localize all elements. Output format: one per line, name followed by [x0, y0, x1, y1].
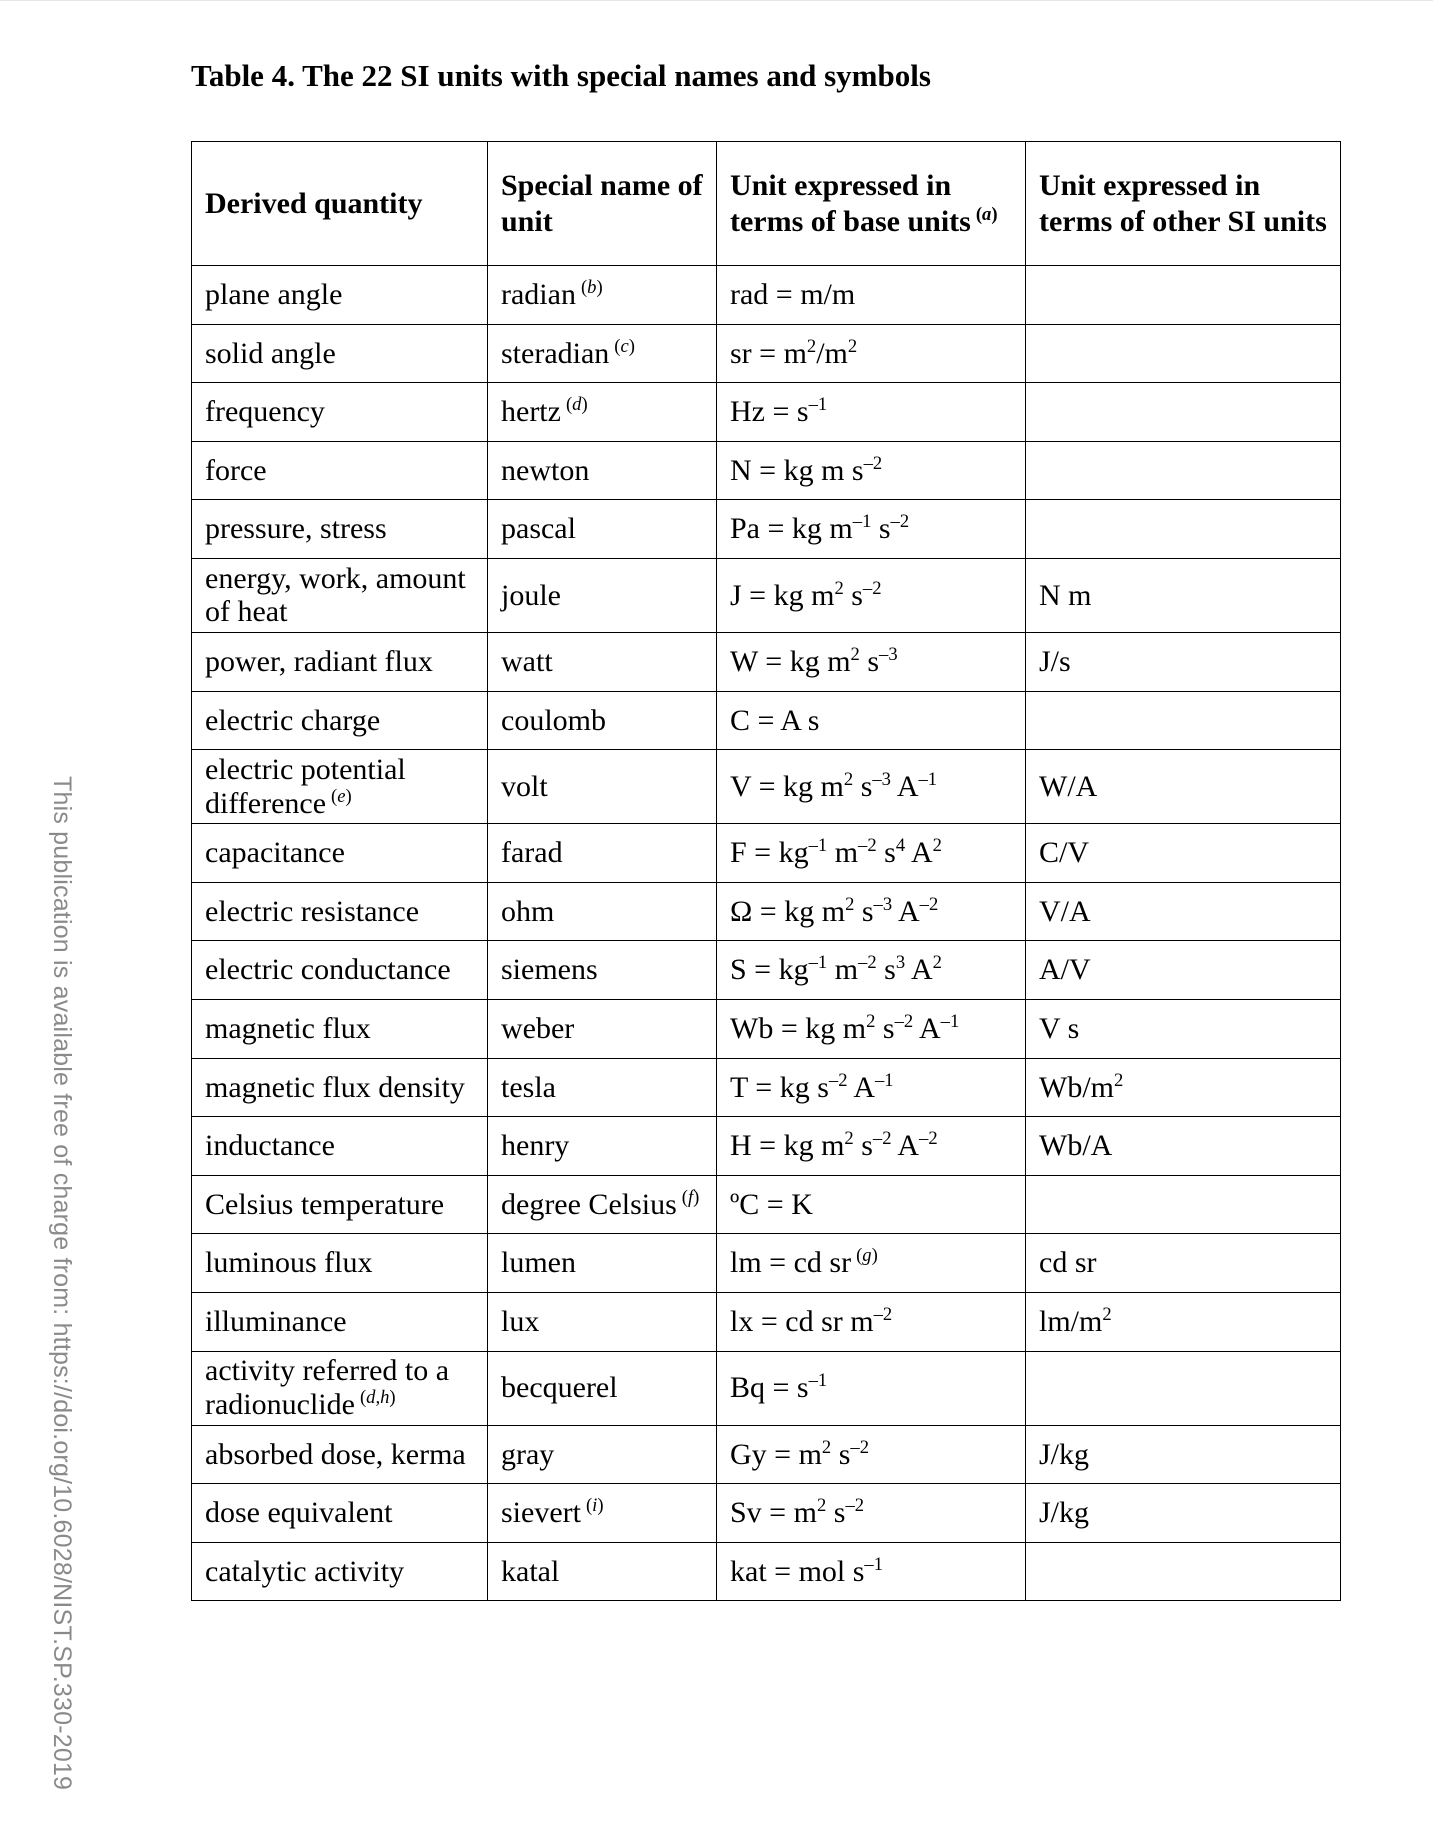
cell-other-si-units — [1026, 1542, 1341, 1601]
unit-name-text: joule — [501, 578, 561, 612]
cell-special-name — [488, 941, 717, 1000]
cell-derived-quantity — [192, 750, 488, 824]
exponent: –2 — [919, 893, 939, 915]
unit-expression-text: Hz = s — [730, 395, 809, 429]
table-row — [192, 1292, 1341, 1351]
unit-expression-text: W = kg m — [730, 644, 851, 678]
cell-derived-quantity — [192, 1351, 488, 1425]
unit-expression-text: s — [853, 1129, 873, 1163]
cell-other-si-units — [1026, 1234, 1341, 1293]
table-row — [192, 750, 1341, 824]
footnote-marker: ( $^d$ ) — [566, 394, 588, 415]
quantity-text: luminous flux — [205, 1246, 373, 1280]
table-row — [192, 500, 1341, 559]
quantity-text: electric charge — [205, 703, 381, 737]
exponent: –1 — [808, 1370, 828, 1392]
unit-name-text: coulomb — [501, 703, 606, 737]
unit-expression-text: C = A s — [730, 703, 820, 737]
cell-special-name — [488, 1117, 717, 1176]
unit-expression-text: s — [876, 953, 896, 987]
exponent: –2 — [873, 1303, 893, 1325]
unit-expression-text: F = kg — [730, 836, 809, 870]
cell-derived-quantity — [192, 1542, 488, 1601]
unit-expression-text: V = kg m — [730, 769, 844, 803]
unit-expression-text: A — [892, 894, 920, 928]
exponent: –1 — [808, 394, 828, 416]
cell-other-si-units — [1026, 383, 1341, 442]
other-units-text: C/V — [1039, 836, 1090, 870]
cell-special-name — [488, 632, 717, 691]
unit-name-text: farad — [501, 836, 563, 870]
cell-derived-quantity — [192, 1058, 488, 1117]
quantity-text: dose equivalent — [205, 1496, 393, 1530]
cell-other-si-units — [1026, 999, 1341, 1058]
table-row — [192, 1484, 1341, 1543]
cell-derived-quantity — [192, 999, 488, 1058]
table-header-row — [192, 142, 1341, 266]
cell-base-units — [717, 441, 1026, 500]
other-units-text: J/s — [1039, 644, 1071, 678]
cell-other-si-units — [1026, 324, 1341, 383]
unit-name-text: becquerel — [501, 1371, 618, 1405]
cell-base-units — [717, 999, 1026, 1058]
exponent: 2 — [806, 335, 817, 357]
exponent: 2 — [834, 577, 844, 599]
footnote-marker: ( $^i$ ) — [586, 1495, 604, 1516]
quantity-text: force — [205, 453, 267, 487]
cell-base-units — [717, 1351, 1026, 1425]
cell-base-units — [717, 558, 1026, 632]
quantity-text: electric conductance — [205, 953, 451, 987]
cell-derived-quantity — [192, 691, 488, 750]
unit-name-text: lux — [501, 1304, 540, 1338]
unit-expression-text: J = kg m — [730, 578, 835, 612]
exponent: –1 — [852, 511, 872, 533]
unit-expression-text: A — [847, 1070, 875, 1104]
header-footnote-marker: ( $^a$ ) — [976, 204, 998, 225]
footnote-marker: ( $^c$ ) — [614, 336, 635, 357]
cell-base-units — [717, 1425, 1026, 1484]
header-other-si-units: Unit expressed in terms of other SI units — [1026, 142, 1341, 266]
cell-other-si-units — [1026, 1484, 1341, 1543]
unit-name-text: katal — [501, 1554, 560, 1588]
unit-name-text: hertz — [501, 395, 561, 429]
cell-base-units — [717, 941, 1026, 1000]
cell-derived-quantity — [192, 1234, 488, 1293]
cell-derived-quantity — [192, 441, 488, 500]
cell-special-name — [488, 1292, 717, 1351]
other-units-text: Wb/m — [1039, 1070, 1114, 1104]
cell-special-name — [488, 558, 717, 632]
cell-derived-quantity — [192, 1117, 488, 1176]
unit-expression-text: s — [859, 644, 880, 678]
quantity-text: power, radiant flux — [205, 644, 433, 678]
unit-expression-text: Ω = kg m — [730, 894, 846, 928]
cell-base-units — [717, 1542, 1026, 1601]
cell-derived-quantity — [192, 558, 488, 632]
quantity-text: catalytic activity — [205, 1554, 405, 1588]
unit-expression-text: s — [854, 894, 874, 928]
cell-base-units — [717, 1292, 1026, 1351]
cell-derived-quantity — [192, 632, 488, 691]
cell-other-si-units — [1026, 691, 1341, 750]
quantity-text: absorbed dose, kerma — [205, 1437, 466, 1471]
cell-special-name — [488, 500, 717, 559]
unit-expression-text: Pa = kg m — [730, 512, 853, 546]
cell-special-name — [488, 1484, 717, 1543]
unit-name-text: volt — [501, 769, 548, 803]
table-body — [192, 266, 1341, 1601]
unit-name-text: sievert — [501, 1496, 581, 1530]
cell-other-si-units — [1026, 750, 1341, 824]
cell-other-si-units — [1026, 1292, 1341, 1351]
si-units-table — [191, 141, 1341, 1601]
unit-name-text: radian — [501, 278, 576, 311]
table-row — [192, 1425, 1341, 1484]
unit-name-text: siemens — [501, 953, 598, 987]
cell-special-name — [488, 1175, 717, 1234]
cell-other-si-units — [1026, 1425, 1341, 1484]
exponent: –2 — [828, 1069, 848, 1091]
unit-name-text: pascal — [501, 512, 576, 546]
other-units-text: J/kg — [1039, 1496, 1090, 1530]
exponent: –1 — [875, 1069, 894, 1091]
cell-special-name — [488, 1351, 717, 1425]
other-units-text: W/A — [1039, 769, 1098, 803]
exponent: 2 — [844, 1128, 854, 1150]
other-units-text: V/A — [1039, 894, 1091, 928]
unit-expression-text: Wb = kg m — [730, 1011, 867, 1045]
unit-expression-text: s — [875, 1011, 895, 1045]
other-units-text: A/V — [1039, 953, 1091, 987]
unit-expression-text: A — [891, 1129, 920, 1163]
quantity-text: electric potential difference — [205, 753, 406, 820]
quantity-text: plane angle — [205, 278, 343, 311]
cell-special-name — [488, 999, 717, 1058]
cell-special-name — [488, 882, 717, 941]
cell-base-units — [717, 691, 1026, 750]
cell-other-si-units — [1026, 1351, 1341, 1425]
cell-derived-quantity — [192, 500, 488, 559]
cell-special-name — [488, 1058, 717, 1117]
unit-expression-text: Bq = s — [730, 1371, 809, 1405]
cell-special-name — [488, 1425, 717, 1484]
cell-base-units — [717, 324, 1026, 383]
exponent: –1 — [808, 952, 828, 974]
unit-expression-text: lx = cd sr m — [730, 1304, 874, 1338]
other-units-text: N m — [1039, 578, 1092, 612]
availability-note: This publication is available free of charge from: https://doi.org/10.6028/NIST.SP.330-2019 — [48, 776, 76, 1791]
quantity-text: solid angle — [205, 336, 336, 370]
unit-name-text: ohm — [501, 894, 555, 928]
cell-special-name — [488, 441, 717, 500]
footnote-marker: ( $^e$ ) — [331, 786, 352, 807]
unit-expression-text: s — [853, 769, 873, 803]
table-row — [192, 441, 1341, 500]
cell-derived-quantity — [192, 824, 488, 883]
table-row — [192, 1058, 1341, 1117]
table-row — [192, 941, 1341, 1000]
cell-base-units — [717, 266, 1026, 325]
unit-name-text: henry — [501, 1129, 570, 1163]
unit-expression-text: ºC = K — [730, 1187, 813, 1221]
cell-base-units — [717, 500, 1026, 559]
unit-expression-text: A — [890, 769, 919, 803]
cell-base-units — [717, 1234, 1026, 1293]
cell-base-units — [717, 882, 1026, 941]
exponent: 2 — [1114, 1069, 1124, 1091]
other-units-text: lm/m — [1039, 1304, 1103, 1338]
cell-other-si-units — [1026, 632, 1341, 691]
unit-expression-text: s — [871, 512, 891, 546]
table-row — [192, 266, 1341, 325]
quantity-text: magnetic flux density — [205, 1070, 465, 1104]
unit-name-text: gray — [501, 1437, 555, 1471]
exponent: 2 — [821, 1436, 832, 1458]
table-row — [192, 1542, 1341, 1601]
header-derived-quantity: Derived quantity — [192, 142, 488, 266]
exponent: 2 — [866, 1010, 876, 1032]
cell-derived-quantity — [192, 1484, 488, 1543]
table-row — [192, 1175, 1341, 1234]
cell-base-units — [717, 1175, 1026, 1234]
table-title: Table 4. The 22 SI units with special names and symbols — [191, 58, 931, 93]
unit-name-text: watt — [501, 644, 553, 678]
table-row — [192, 999, 1341, 1058]
exponent: 2 — [850, 643, 860, 665]
unit-expression-text: N = kg m s — [730, 453, 864, 487]
table-row — [192, 824, 1341, 883]
cell-special-name — [488, 1542, 717, 1601]
table-row — [192, 632, 1341, 691]
exponent: –2 — [919, 1128, 938, 1150]
cell-derived-quantity — [192, 882, 488, 941]
exponent: –3 — [879, 643, 898, 665]
exponent: 3 — [895, 952, 906, 974]
exponent: 2 — [843, 768, 854, 790]
exponent: 2 — [847, 335, 858, 357]
quantity-text: inductance — [205, 1129, 335, 1163]
unit-expression-text: s — [843, 578, 863, 612]
unit-expression-text: S = kg — [730, 953, 809, 987]
exponent: 2 — [845, 893, 855, 915]
exponent: 4 — [895, 835, 906, 857]
exponent: –2 — [872, 1128, 892, 1150]
exponent: –3 — [873, 893, 893, 915]
table-row — [192, 691, 1341, 750]
unit-expression-text: /m — [816, 336, 848, 370]
exponent: 2 — [932, 952, 942, 974]
cell-special-name — [488, 324, 717, 383]
cell-other-si-units — [1026, 441, 1341, 500]
unit-expression-text: rad = m/m — [730, 278, 856, 311]
other-units-text: V s — [1039, 1011, 1080, 1045]
exponent: –2 — [850, 1436, 869, 1458]
exponent: 2 — [1102, 1303, 1112, 1325]
exponent: –2 — [890, 511, 910, 533]
quantity-text: frequency — [205, 395, 325, 429]
unit-expression-text: s — [826, 1496, 846, 1530]
header-base-units: Unit expressed in terms of base units( $^a$ ) — [717, 142, 1026, 266]
unit-expression-text: A — [905, 836, 933, 870]
cell-base-units — [717, 632, 1026, 691]
unit-expression-text: lm = cd sr — [730, 1246, 852, 1280]
cell-derived-quantity — [192, 324, 488, 383]
quantity-text: Celsius temperature — [205, 1187, 445, 1221]
quantity-text: capacitance — [205, 836, 345, 870]
cell-derived-quantity — [192, 1175, 488, 1234]
cell-special-name — [488, 383, 717, 442]
exponent: –1 — [918, 768, 938, 790]
unit-name-text: degree Celsius — [501, 1187, 677, 1221]
unit-expression-text: m — [827, 953, 859, 987]
exponent: –2 — [862, 577, 882, 599]
exponent: –2 — [858, 835, 877, 857]
unit-expression-text: m — [827, 836, 859, 870]
cell-other-si-units — [1026, 1058, 1341, 1117]
cell-base-units — [717, 383, 1026, 442]
quantity-text: electric resistance — [205, 894, 420, 928]
table-row — [192, 1234, 1341, 1293]
other-units-text: Wb/A — [1039, 1129, 1113, 1163]
unit-name-text: newton — [501, 453, 590, 487]
table-row — [192, 1117, 1341, 1176]
footnote-marker: ( $^f$ ) — [682, 1187, 700, 1208]
exponent: –1 — [864, 1553, 884, 1575]
cell-other-si-units — [1026, 266, 1341, 325]
header-special-name: Special name of unit — [488, 142, 717, 266]
other-units-text: J/kg — [1039, 1437, 1090, 1471]
table-row — [192, 1351, 1341, 1425]
table-row — [192, 882, 1341, 941]
unit-name-text: lumen — [501, 1246, 576, 1280]
exponent: –1 — [808, 835, 828, 857]
cell-base-units — [717, 1484, 1026, 1543]
exponent: –2 — [845, 1495, 865, 1517]
unit-name-text: weber — [501, 1011, 575, 1045]
quantity-text: illuminance — [205, 1304, 347, 1338]
cell-special-name — [488, 824, 717, 883]
page-top-border — [0, 0, 1433, 1]
table-row — [192, 383, 1341, 442]
cell-special-name — [488, 266, 717, 325]
table-row — [192, 558, 1341, 632]
side-note-container — [40, 388, 76, 1791]
unit-expression-text: s — [876, 836, 896, 870]
other-units-text: cd sr — [1039, 1246, 1097, 1280]
exponent: –2 — [894, 1010, 914, 1032]
cell-other-si-units — [1026, 1117, 1341, 1176]
quantity-text: magnetic flux — [205, 1011, 371, 1045]
cell-other-si-units — [1026, 882, 1341, 941]
cell-other-si-units — [1026, 500, 1341, 559]
cell-derived-quantity — [192, 1425, 488, 1484]
quantity-text: energy, work, amount of heat — [205, 561, 466, 629]
footnote-marker: ( $^{d,h}$ ) — [360, 1387, 396, 1408]
unit-expression-text: kat = mol s — [730, 1554, 865, 1588]
unit-expression-text: s — [831, 1437, 851, 1471]
exponent: 2 — [932, 835, 942, 857]
exponent: –1 — [940, 1010, 960, 1032]
unit-expression-text: T = kg s — [730, 1070, 829, 1104]
unit-expression-text: Sv = m — [730, 1496, 817, 1530]
footnote-marker: ( $^b$ ) — [581, 277, 603, 298]
cell-special-name — [488, 1234, 717, 1293]
cell-base-units — [717, 750, 1026, 824]
cell-other-si-units — [1026, 824, 1341, 883]
quantity-text: pressure, stress — [205, 512, 387, 546]
table-row — [192, 324, 1341, 383]
exponent: –2 — [858, 952, 877, 974]
unit-expression-text: A — [905, 953, 933, 987]
unit-expression-text: Gy = m — [730, 1437, 822, 1471]
cell-derived-quantity — [192, 941, 488, 1000]
cell-other-si-units — [1026, 558, 1341, 632]
cell-base-units — [717, 824, 1026, 883]
unit-expression-text: A — [913, 1011, 941, 1045]
cell-base-units — [717, 1058, 1026, 1117]
unit-name-text: tesla — [501, 1070, 556, 1104]
quantity-text: activity referred to a radionuclide — [205, 1354, 450, 1421]
unit-name-text: steradian — [501, 336, 610, 370]
footnote-marker: ( $^g$ ) — [856, 1245, 878, 1266]
cell-special-name — [488, 691, 717, 750]
cell-other-si-units — [1026, 941, 1341, 1000]
unit-expression-text: H = kg m — [730, 1129, 845, 1163]
cell-derived-quantity — [192, 1292, 488, 1351]
cell-derived-quantity — [192, 266, 488, 325]
exponent: 2 — [816, 1495, 827, 1517]
cell-derived-quantity — [192, 383, 488, 442]
cell-base-units — [717, 1117, 1026, 1176]
unit-expression-text: sr = m — [730, 336, 807, 370]
exponent: –3 — [872, 768, 891, 790]
exponent: –2 — [863, 452, 883, 474]
cell-other-si-units — [1026, 1175, 1341, 1234]
cell-special-name — [488, 750, 717, 824]
